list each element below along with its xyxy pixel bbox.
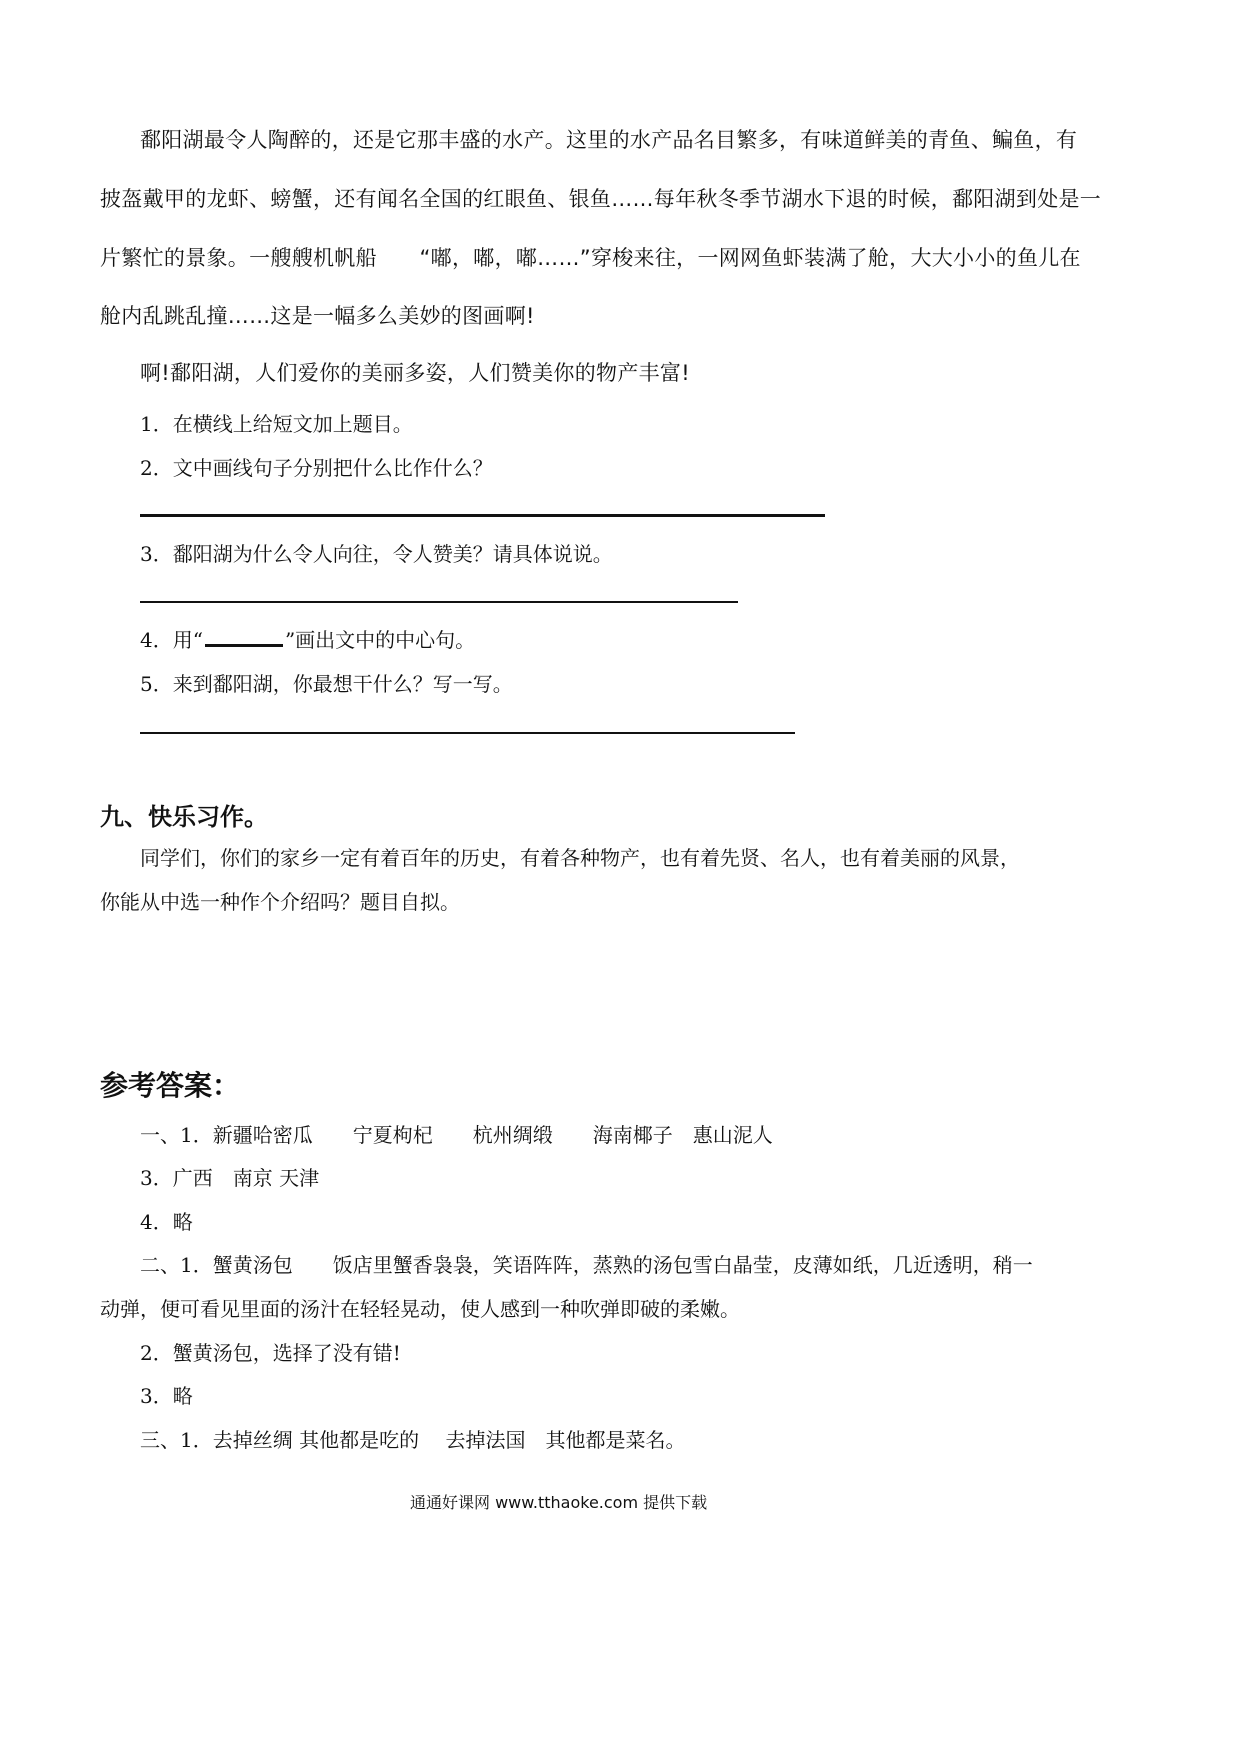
answer-6: 2．蟹黄汤包，选择了没有错! — [140, 1341, 401, 1365]
answer-7: 3．略 — [140, 1384, 193, 1408]
answer-2: 3．广西 南京 天津 — [140, 1166, 320, 1190]
question-5: 5．来到鄱阳湖，你最想干什么？写一写。 — [140, 672, 513, 696]
answer-3: 4．略 — [140, 1210, 193, 1234]
question-4-suffix: ”画出文中的中心句。 — [284, 628, 476, 652]
passage-line-4: 舱内乱跳乱撞……这是一幅多么美妙的图画啊! — [100, 304, 535, 328]
answer-line-q3[interactable] — [140, 601, 738, 603]
passage-line-3: 片繁忙的景象。一艘艘机帆船 “嘟，嘟，嘟……”穿梭来往，一网网鱼虾装满了舱，大大小小的鱼儿在 — [100, 246, 1081, 270]
answer-line-q5[interactable] — [140, 732, 795, 734]
question-1: 1．在横线上给短文加上题目。 — [140, 412, 413, 436]
answer-8: 三、1．去掉丝绸 其他都是吃的 去掉法国 其他都是菜名。 — [140, 1428, 686, 1452]
answer-5: 动弹，便可看见里面的汤汁在轻轻晃动，使人感到一种吹弹即破的柔嫩。 — [100, 1297, 740, 1321]
footer-text: 通通好课网 www.tthaoke.com 提供下载 — [410, 1493, 708, 1512]
passage-closing-line: 啊!鄱阳湖，人们爱你的美丽多姿，人们赞美你的物产丰富! — [140, 361, 690, 385]
section-9-line-1: 同学们，你们的家乡一定有着百年的历史，有着各种物产，也有着先贤、名人，也有着美丽的风景， — [140, 846, 1020, 870]
section-9-title: 九、快乐习作。 — [100, 803, 268, 831]
underline-sample — [205, 626, 283, 647]
question-2: 2．文中画线句子分别把什么比作什么？ — [140, 456, 493, 480]
question-4-prefix: 4．用“ — [140, 628, 203, 652]
answer-line-q2[interactable] — [140, 514, 825, 517]
answers-title: 参考答案： — [100, 1069, 241, 1102]
question-3: 3．鄱阳湖为什么令人向往，令人赞美？请具体说说。 — [140, 542, 613, 566]
answer-4: 二、1．蟹黄汤包 饭店里蟹香袅袅，笑语阵阵，蒸熟的汤包雪白晶莹，皮薄如纸，几近透明，稍一 — [140, 1253, 1033, 1277]
passage-line-1: 鄱阳湖最令人陶醉的，还是它那丰盛的水产。这里的水产品名目繁多，有味道鲜美的青鱼、鳊鱼，有 — [140, 128, 1078, 152]
section-9-line-2: 你能从中选一种作个介绍吗？题目自拟。 — [100, 890, 460, 914]
answer-1: 一、1．新疆哈密瓜 宁夏枸杞 杭州绸缎 海南椰子 惠山泥人 — [140, 1123, 773, 1147]
question-4 — [140, 624, 475, 653]
passage-line-2: 披盔戴甲的龙虾、螃蟹，还有闻名全国的红眼鱼、银鱼……每年秋冬季节湖水下退的时候，鄱阳湖到处是一 — [100, 187, 1102, 211]
